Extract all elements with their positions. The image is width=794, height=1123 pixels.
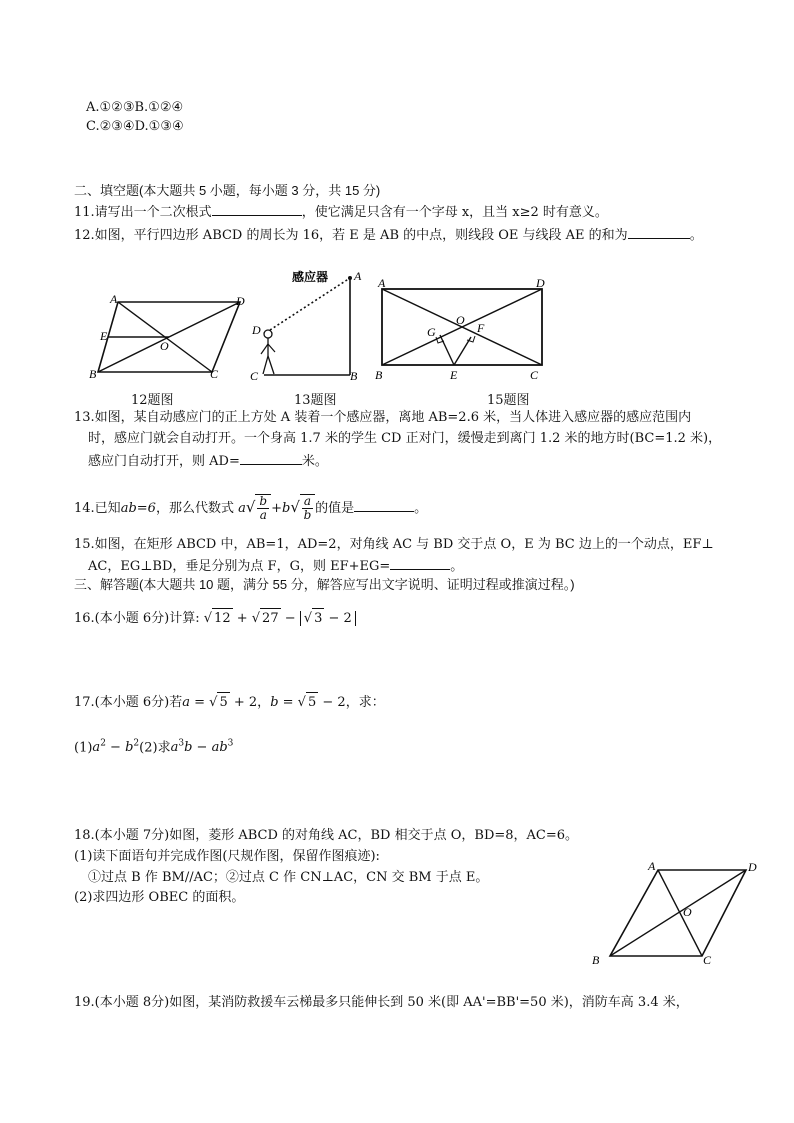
question-11 [74, 202, 608, 222]
fig15-label-d: D [536, 276, 545, 290]
figure-15-caption: 15题图 [487, 393, 530, 408]
q13-line-1: 13.如图，某自动感应门的正上方处 A 装着一个感应器，离地 AB=2.6 米，当人体进入感应器的感应范围内 [74, 410, 692, 425]
fig13-label-d: D [252, 323, 261, 337]
fig13-label-b: B [350, 369, 358, 382]
fig13-label-c: C [250, 369, 259, 382]
q15-text-before: AC，EG⊥BD，垂足分别为点 F，G，则 EF+EG= [88, 559, 391, 574]
fig18-label-a: A [648, 859, 656, 873]
q13-text-before: 感应门自动打开，则 AD= [88, 454, 240, 469]
q17-separator: ， [257, 695, 271, 710]
q14-suffix: 的值是 [315, 501, 355, 516]
figure-12 [88, 292, 254, 384]
fig12-label-e: E [100, 329, 108, 343]
choice-options-row-1: A.①②③B.①②④ [86, 100, 184, 115]
q11-text-after: ，使它满足只含有一个字母 x，且当 x≥2 时有意义。 [301, 205, 608, 220]
q16-prefix: 16.(本小题 6分)计算: [74, 611, 200, 626]
figure-13 [246, 268, 366, 382]
q18-line-2: (1)读下面语句并完成作图(尺规作图，保留作图痕迹): [74, 849, 380, 864]
q15-answer-blank[interactable] [390, 556, 450, 570]
q18-line-3: ①过点 B 作 BM//AC；②过点 C 作 CN⊥AC，CN 交 BM 于点 E。 [88, 870, 489, 885]
figure-15 [370, 274, 550, 384]
q14-prefix: 14.已知 [74, 501, 121, 516]
question-14 [74, 494, 427, 522]
question-16 [74, 608, 356, 629]
q19-line-1: 19.(本小题 8分)如图，某消防救援车云梯最多只能伸长到 50 米(即 AA'=BB'=50 米)，消防车高 3.4 米， [74, 995, 689, 1010]
fig12-label-o: O [160, 339, 169, 353]
figure-18 [586, 856, 768, 968]
fig12-label-d: D [236, 294, 245, 308]
q16-expression: √ 12 + √ 27 − √ 3 − 2 [204, 611, 356, 626]
fig13-label-a: A [354, 269, 362, 283]
q17-part-1-label: (1) [74, 740, 93, 756]
q13-text-after: 米。 [301, 454, 328, 469]
question-17 [74, 692, 385, 713]
question-12 [74, 225, 703, 245]
q14-expression: a√ $\frac{b}{a}$ +b√ $\frac{a}{b}$ [238, 501, 315, 516]
fig15-label-f: F [477, 321, 485, 335]
fig15-label-o: O [456, 313, 465, 327]
q11-answer-blank[interactable] [212, 202, 302, 216]
fig15-label-e: E [450, 368, 458, 382]
q17-part-2-expression: $a^3b - ab^3$ [170, 739, 234, 756]
fig12-label-b: B [89, 367, 97, 381]
section-3-heading: 三、解答题(本大题共 10 题，满分 55 分，解答应写出文字说明、证明过程或推演过程。) [74, 577, 575, 592]
q13-line-3 [88, 451, 328, 471]
q17-part-2-label: (2)求 [139, 740, 171, 756]
choice-options-row-2: C.②③④D.①③④ [86, 119, 184, 134]
q14-answer-blank[interactable] [354, 498, 414, 512]
q17-condition-a: a = √ 5 + 2 [182, 695, 257, 710]
fig18-label-c: C [703, 953, 712, 967]
section-2-heading: 二、填空题(本大题共 5 小题，每小题 3 分，共 15 分) [74, 183, 381, 198]
fig13-title: 感应器 [292, 270, 329, 284]
fig12-label-c: C [210, 367, 219, 381]
fig18-label-b: B [592, 953, 600, 967]
q15-text-after: 。 [450, 559, 464, 574]
q17-prefix: 17.(本小题 6分)若 [74, 695, 183, 710]
q15-line-1: 15.如图，在矩形 ABCD 中，AB=1，AD=2，对角线 AC 与 BD 交于点 O，E 为 BC 边上的一个动点，EF⊥ [74, 537, 714, 552]
fig12-label-a: A [110, 292, 118, 306]
q14-condition: ab=6 [120, 501, 156, 516]
figure-13-caption: 13题图 [294, 393, 337, 408]
q12-text-after: 。 [689, 228, 703, 243]
q11-text-before: 11.请写出一个二次根式 [74, 205, 212, 220]
fig15-label-g: G [427, 325, 436, 339]
figure-12-caption: 12题图 [131, 393, 174, 408]
q18-line-4: (2)求四边形 OBEC 的面积。 [74, 890, 245, 905]
q15-line-2 [88, 556, 463, 576]
q17-tail: ，求： [345, 695, 385, 710]
q14-end: 。 [414, 501, 428, 516]
q17-part-1-expression: $a^2 - b^2$ [92, 739, 140, 756]
fig18-label-o: O [683, 905, 692, 919]
q12-answer-blank[interactable] [628, 225, 690, 239]
fig18-label-d: D [748, 860, 757, 874]
fig15-label-c: C [530, 368, 539, 382]
q13-line-2: 时，感应门就会自动打开。一个身高 1.7 米的学生 CD 正对门，缓慢走到离门 1.2 米的地方时(BC=1.2 米)， [88, 431, 722, 446]
q14-mid: ，那么代数式 [155, 501, 234, 516]
q17-parts [74, 734, 233, 758]
q13-answer-blank[interactable] [240, 451, 302, 465]
fig15-label-a: A [378, 276, 386, 290]
fig15-label-b: B [375, 368, 383, 382]
q17-condition-b: b = √ 5 − 2 [270, 695, 346, 710]
q18-line-1: 18.(本小题 7分)如图，菱形 ABCD 的对角线 AC，BD 相交于点 O，BD=8，AC=6。 [74, 828, 579, 843]
q12-text-before: 12.如图，平行四边形 ABCD 的周长为 16，若 E 是 AB 的中点，则线段 OE 与线段 AE 的和为 [74, 228, 628, 243]
